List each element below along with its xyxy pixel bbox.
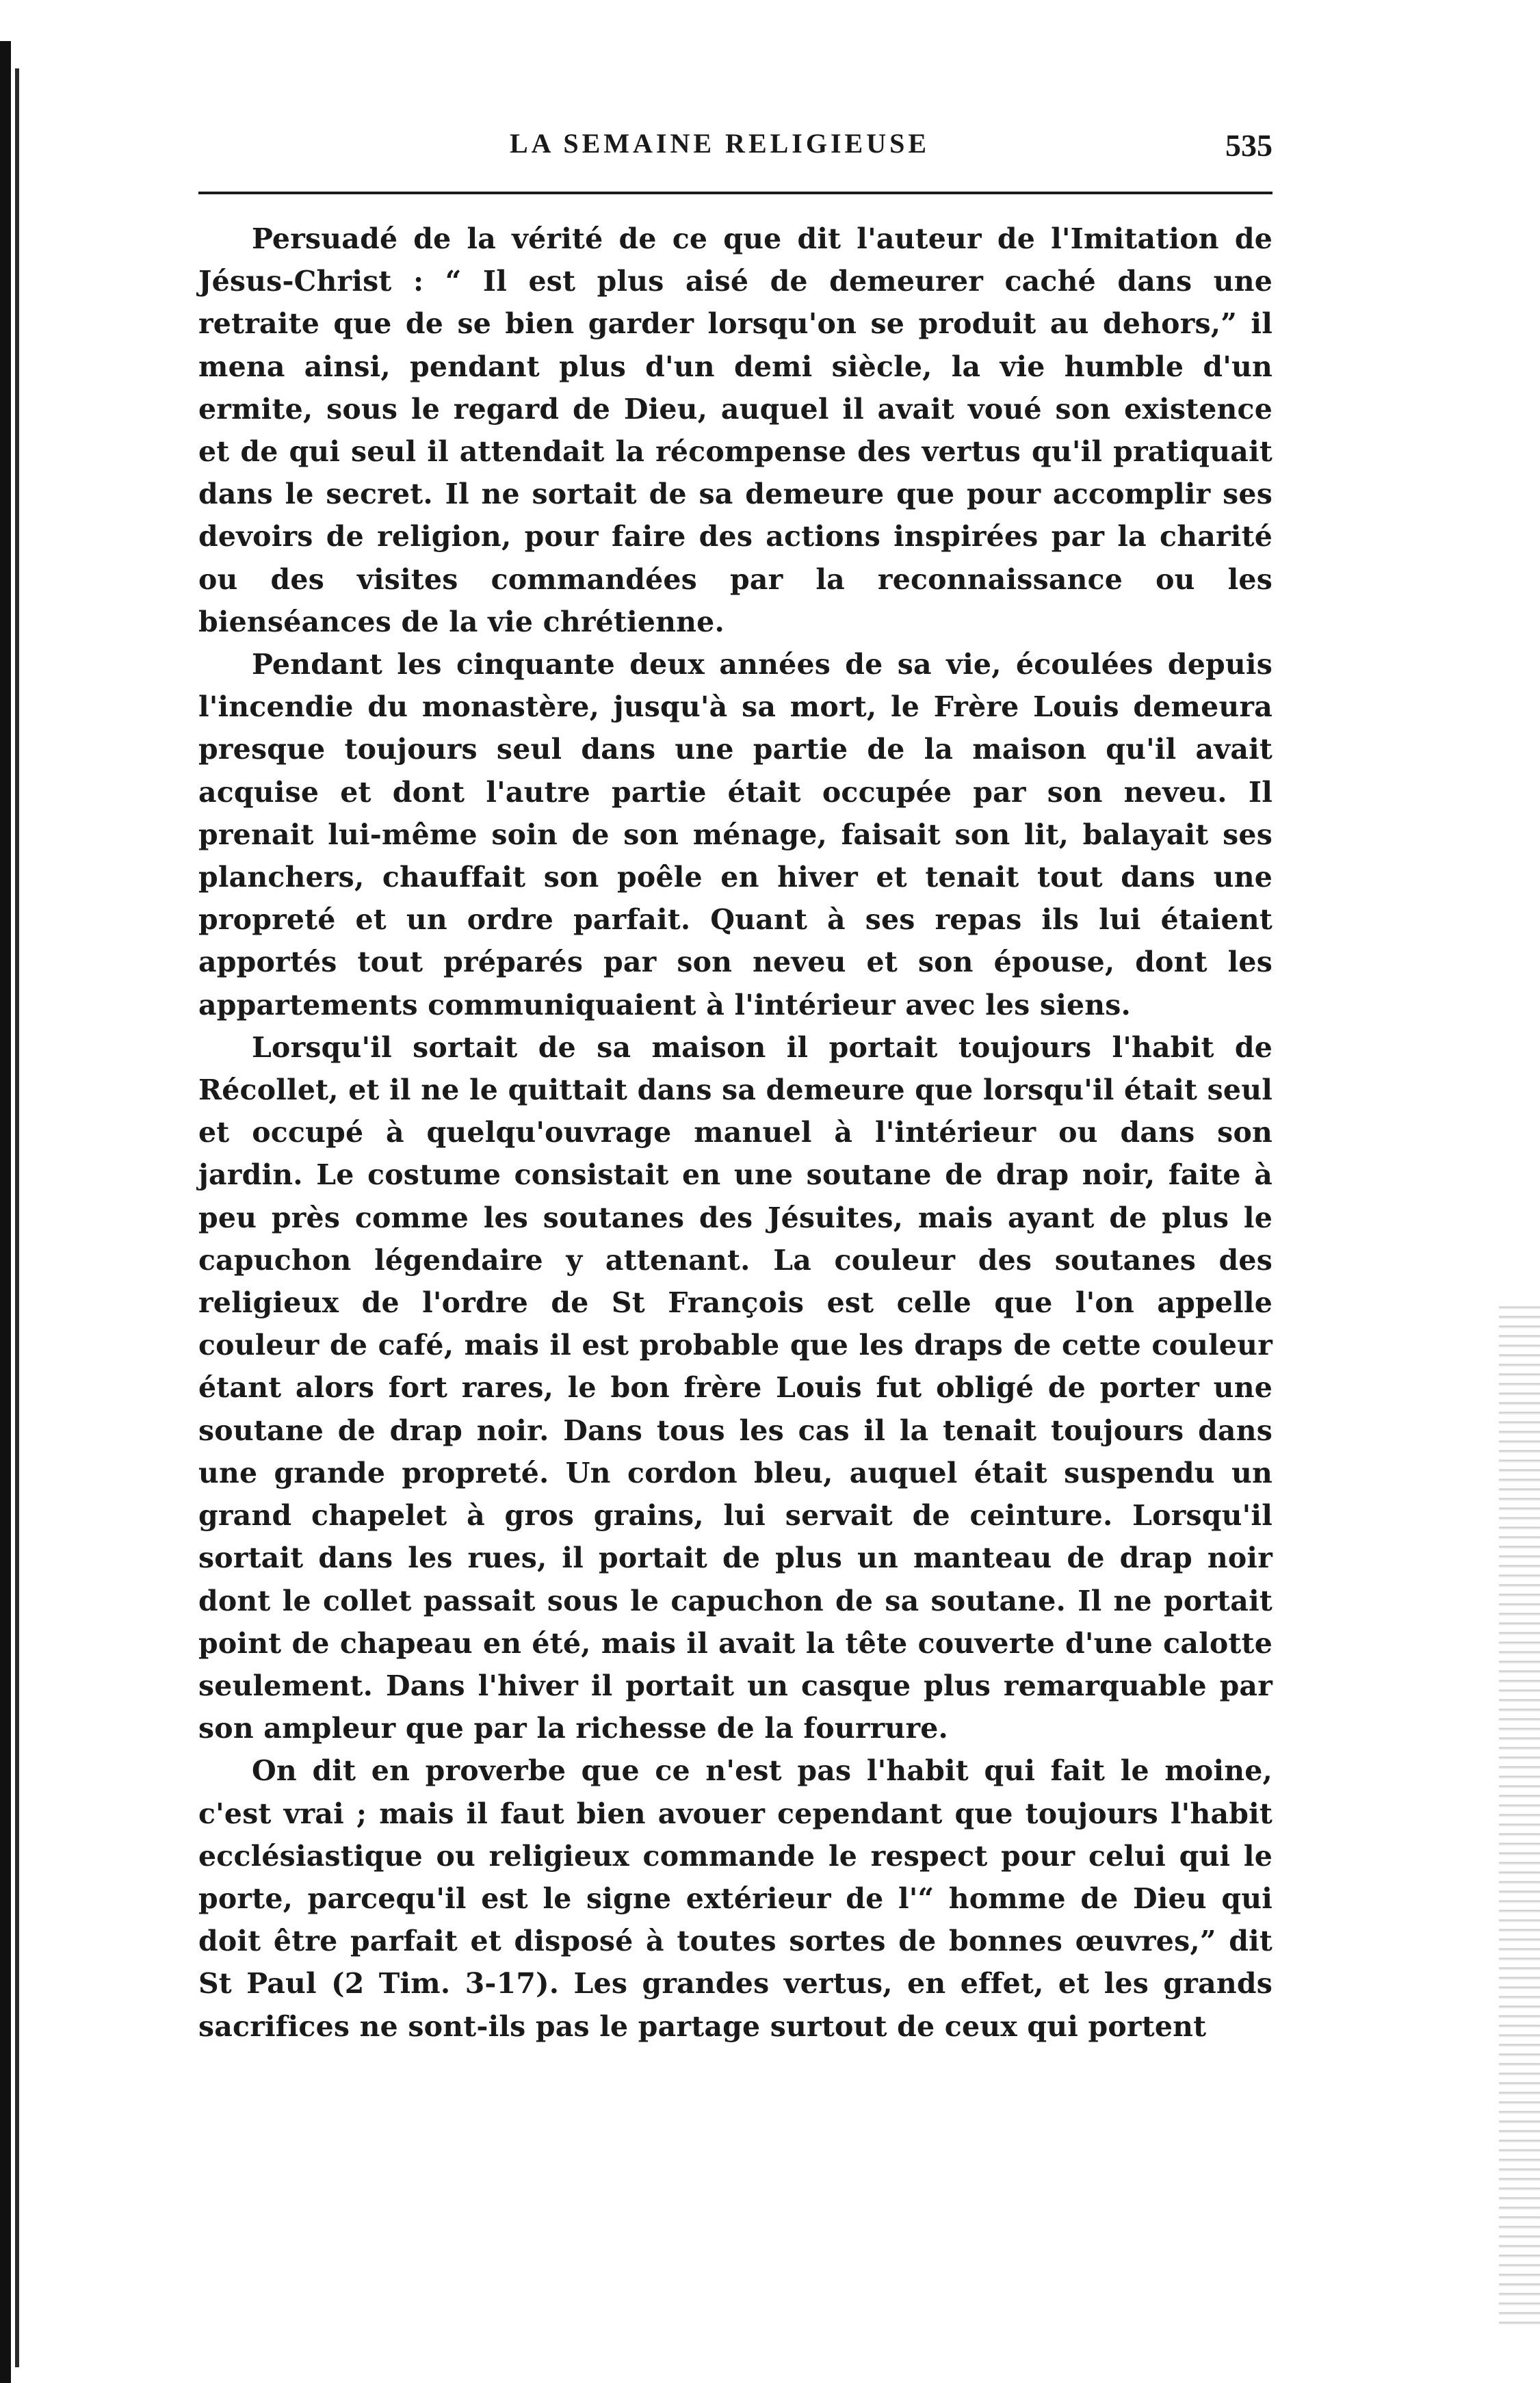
scan-binding-edge [0,41,11,2383]
page-body [198,218,1273,2048]
paragraph-1: Persuadé de la vérité de ce que dit l'auteur de l'Imitation de Jésus-Christ : “ Il est plus aisé de demeurer caché dans une retraite que de se bien garder lorsqu'on se produit au dehors,” il mena ainsi, pendant plus d'un demi siècle, la vie humble d'un ermite, sous le regard de Dieu, auquel il avait voué son existence et de qui seul il attendait la récompense des vertus qu'il pratiquait dans le secret. Il ne sortait de sa demeure que pour accomplir ses devoirs de religion, pour faire des actions inspirées par la charité ou des visites commandées par la reconnaissance ou les bienséances de la vie chrétienne. [198,222,1273,638]
paragraph-2: Pendant les cinquante deux années de sa vie, écoulées depuis l'incendie du monastère, jusqu'à sa mort, le Frère Louis demeura presque toujours seul dans une partie de la maison qu'il avait acquise et dont l'autre partie était occupée par son neveu. Il prenait lui-même soin de son ménage, faisait son lit, balayait ses planchers, chauffait son poêle en hiver et tenait tout dans une propreté et un ordre parfait. Quant à ses repas ils lui étaient apportés tout préparés par son neveu et son épouse, dont les appartements communiquaient à l'intérieur avec les siens. [198,648,1273,1021]
scan-binding-shadow [15,68,19,2367]
running-title: LA SEMAINE RELIGIEUSE [510,128,930,159]
scan-margin-bleed [1499,1300,1540,2326]
page-number: 535 [1225,128,1273,163]
paragraph-4: On dit en proverbe que ce n'est pas l'habit qui fait le moine, c'est vrai ; mais il faut bien avouer cependant que toujours l'habit ecclésiastique ou religieux commande le respect pour celui qui le porte, parcequ'il est le signe extérieur de l'“ homme de Dieu qui doit être parfait et disposé à toutes sortes de bonnes œuvres,” dit St Paul (2 Tim. 3-17). Les grandes vertus, en effet, et les grands sacrifices ne sont-ils pas le partage surtout de ceux qui portent [198,1754,1273,2043]
paragraph-3: Lorsqu'il sortait de sa maison il portait toujours l'habit de Récollet, et il ne le quittait dans sa demeure que lorsqu'il était seul et occupé à quelqu'ouvrage manuel à l'intérieur ou dans son jardin. Le costume consistait en une soutane de drap noir, faite à peu près comme les soutanes des Jésuites, mais ayant de plus le capuchon légendaire y attenant. La couleur des soutanes des religieux de l'ordre de St François est celle que l'on appelle couleur de café, mais il est probable que les draps de cette couleur étant alors fort rares, le bon frère Louis fut obligé de porter une soutane de drap noir. Dans tous les cas il la tenait toujours dans une grande propreté. Un cordon bleu, auquel était suspendu un grand chapelet à gros grains, lui servait de ceinture. Lorsqu'il sortait dans les rues, il portait de plus un manteau de drap noir dont le collet passait sous le capuchon de sa soutane. Il ne portait point de chapeau en été, mais il avait la tête couverte d'une calotte seulement. Dans l'hiver il portait un casque plus remarquable par son ampleur que par la richesse de la fourrure. [198,1030,1273,1745]
header-rule [198,192,1273,194]
running-head [198,127,1273,168]
